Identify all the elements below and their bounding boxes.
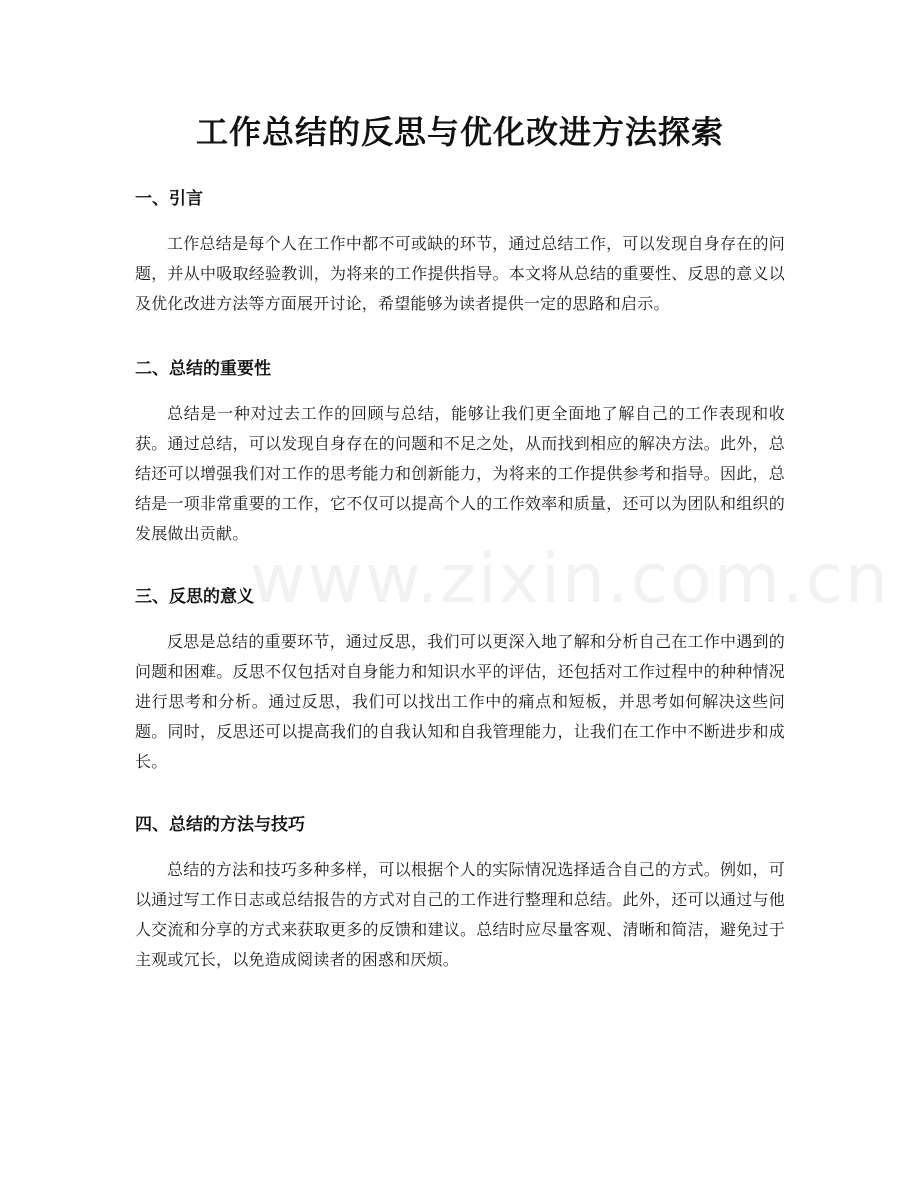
section-heading: 一、引言 (135, 189, 203, 209)
section-methods (135, 813, 785, 975)
section-heading: 二、总结的重要性 (135, 359, 271, 379)
section-paragraph: 工作总结是每个人在工作中都不可或缺的环节，通过总结工作，可以发现自身存在的问题，并从中吸取经验教训，为将来的工作提供指导。本文将从总结的重要性、反思的意义以及优化改进方法等方面展开讨论，希望能够为读者提供一定的思路和启示。 (135, 234, 785, 313)
section-paragraph: 反思是总结的重要环节，通过反思，我们可以更深入地了解和分析自己在工作中遇到的问题和困难。反思不仅包括对自身能力和知识水平的评估，还包括对工作过程中的种种情况进行思考和分析。通过反思，我们可以找出工作中的痛点和短板，并思考如何解决这些问题。同时，反思还可以提高我们的自我认知和自我管理能力，让我们在工作中不断进步和成长。 (135, 632, 785, 771)
watermark-text: www.zixin.com.cn (250, 540, 890, 619)
section-paragraph: 总结是一种对过去工作的回顾与总结，能够让我们更全面地了解自己的工作表现和收获。通过总结，可以发现自身存在的问题和不足之处，从而找到相应的解决方法。此外，总结还可以增强我们对工作的思考能力和创新能力，为将来的工作提供参考和指导。因此，总结是一项非常重要的工作，它不仅可以提高个人的工作效率和质量，还可以为团队和组织的发展做出贡献。 (135, 404, 785, 543)
section-importance (135, 357, 785, 549)
section-introduction (135, 187, 785, 319)
section-heading: 四、总结的方法与技巧 (135, 815, 305, 835)
section-paragraph: 总结的方法和技巧多种多样，可以根据个人的实际情况选择适合自己的方式。例如，可以通过写工作日志或总结报告的方式对自己的工作进行整理和总结。此外，还可以通过与他人交流和分享的方式来获取更多的反馈和建议。总结时应尽量客观、清晰和简洁，避免过于主观或冗长，以免造成阅读者的困惑和厌烦。 (135, 860, 785, 969)
section-reflection (135, 585, 785, 777)
section-heading: 三、反思的意义 (135, 587, 254, 607)
document-title: 工作总结的反思与优化改进方法探索 (195, 113, 724, 151)
